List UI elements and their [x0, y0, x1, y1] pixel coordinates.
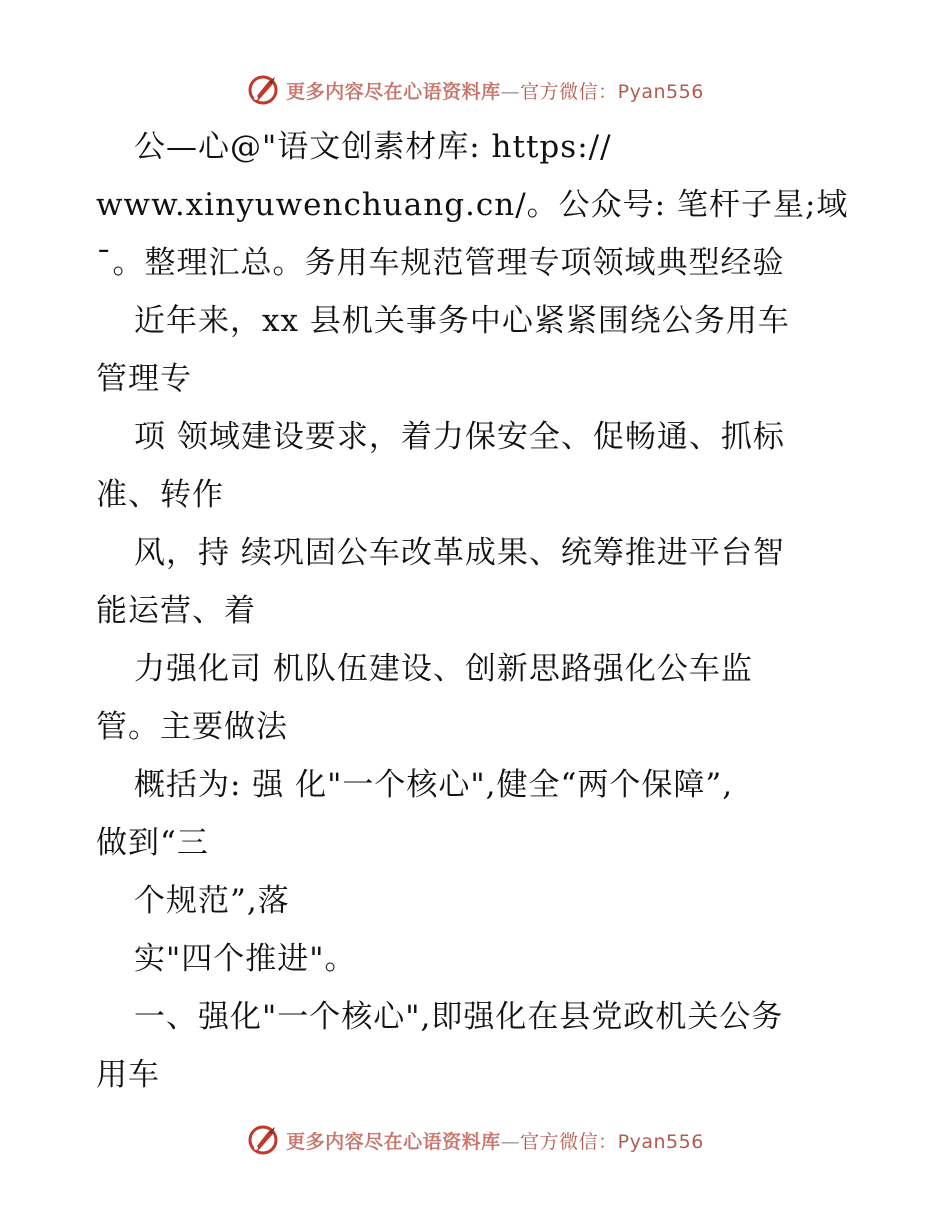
banner-wechat-text: 官方微信：Pyan556 [520, 80, 704, 103]
text-line: 风，持 续巩固公车改革成果、统筹推进平台智 [134, 535, 785, 571]
header-banner [0, 70, 950, 110]
quill-pen-logo-icon [246, 73, 280, 107]
footer-banner [0, 1120, 950, 1160]
banner-wechat-text: 官方微信：Pyan556 [520, 1130, 704, 1153]
text-line: 一、强化"一个核心",即强化在县党政机关公务 [134, 999, 784, 1035]
text-line: 实"四个推进"。 [134, 941, 357, 977]
text-line: www.xinyuwenchuang.cn/。公众号: 笔杆子星;域 [96, 187, 849, 223]
text-line: 概括为: 强 化"一个核心",健全“两个保障”, [134, 767, 734, 803]
text-line: 用车 [96, 1057, 160, 1093]
text-line: 管理专 [96, 361, 192, 397]
text-line: 力强化司 机队伍建设、创新思路强化公车监 [134, 651, 753, 687]
quill-pen-logo-icon [246, 1123, 280, 1157]
document-body [96, 118, 849, 1104]
banner-text [286, 1127, 704, 1154]
text-line: 准、转作 [96, 477, 224, 513]
banner-separator: — [500, 1130, 521, 1153]
banner-separator: — [500, 80, 521, 103]
text-line: 做到“三 [96, 825, 209, 861]
banner-text [286, 77, 704, 104]
banner-main-text: 更多内容尽在心语资料库 [286, 80, 501, 103]
banner-main-text: 更多内容尽在心语资料库 [286, 1130, 501, 1153]
text-line: 近年来，xx 县机关事务中心紧紧围绕公务用车 [134, 303, 790, 339]
text-line: ¯。整理汇总。务用车规范管理专项领域典型经验 [96, 245, 785, 281]
text-line: 公—心@"语文创素材库: https:// [134, 129, 612, 165]
text-line: 项 领域建设要求，着力保安全、促畅通、抓标 [134, 419, 785, 455]
text-line: 个规范”,落 [134, 883, 290, 919]
text-line: 管。主要做法 [96, 709, 288, 745]
text-line: 能运营、着 [96, 593, 256, 629]
